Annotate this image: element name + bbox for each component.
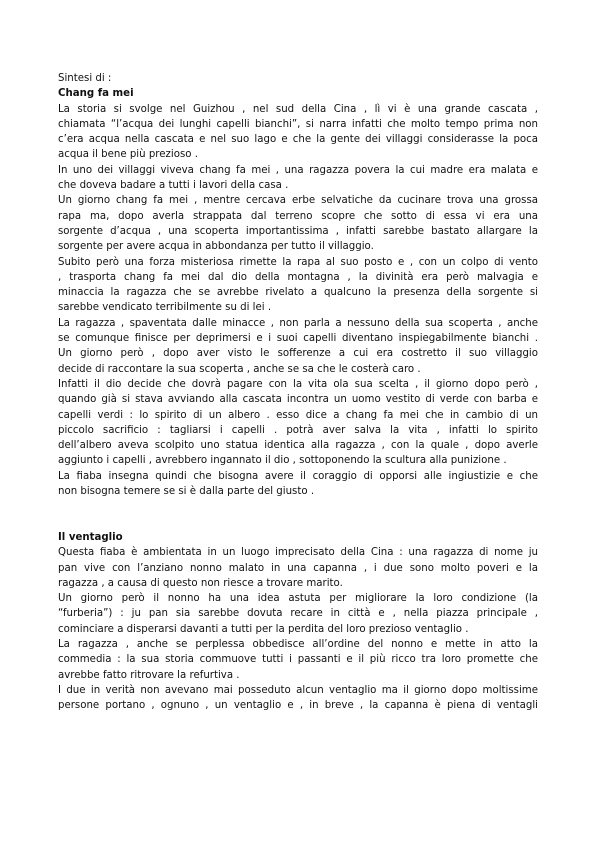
text-line: Questa fiaba è ambientata in un luogo imprecisato della Cina : una ragazza di nome ju — [58, 547, 538, 559]
text-line: commedia : la sua storia commuove tutti i passanti e il più ricco tra loro promette che — [58, 654, 538, 666]
text-line: minaccia la ragazza che se avrebbe rivelato a qualcuno la presenza della sorgente si — [58, 287, 538, 299]
text-line: Subito però una forza misteriosa rimette la rapa al suo posto e , con un colpo di vento — [58, 256, 538, 268]
text-line: Un giorno chang fa mei , mentre cercava erbe selvatiche da cucinare trova una grossa — [58, 195, 538, 207]
text-line: dell’albero aveva scolpito uno statua identica alla ragazza , con la quale , dopo averle — [58, 440, 538, 452]
text-line: La ragazza , spaventata dalle minacce , non parla a nessuno della sua scoperta , anche — [58, 317, 538, 329]
text-line: sarebbe vendicato terribilmente su di lei . — [58, 302, 272, 314]
text-line: quando già si stava avviando alla cascata incontra un uomo vestito di verde con barba e — [58, 394, 538, 406]
text-line: “furberia”) : ju pan sia sarebbe dovuta recare in città e , nella piazza principale , — [58, 608, 538, 620]
text-line: decide di raccontare la sua scoperta , anche se sa che le costerà caro . — [58, 363, 421, 375]
text-line: I due in verità non avevano mai posseduto alcun ventaglio ma il giorno dopo moltissime — [58, 684, 538, 696]
text-line: cominciare a disperarsi davanti a tutti per la perdita del loro prezioso ventaglio . — [58, 623, 469, 635]
text-line: , trasporta chang fa mei dal dio della montagna , la divinità era però malvagia e — [58, 271, 538, 283]
spacer — [58, 499, 538, 514]
text-line: La ragazza , anche se perplessa obbedisce all’ordine del nonno e mette in atto la — [58, 638, 538, 650]
section-title-chang-fa-mei: Chang fa mei — [58, 88, 134, 100]
text-line: piccolo sacrificio : tagliarsi i capelli . potrà aver salva la vita , infatti lo spirito — [58, 424, 538, 436]
text-line: Un giorno però , dopo aver visto le sofferenze a cui era costretto il suo villaggio — [58, 348, 538, 360]
text-line: se comunque finisce per deprimersi e i suoi capelli diventano inspiegabilmente bianchi . — [58, 333, 538, 345]
section-title-il-ventaglio: Il ventaglio — [58, 531, 123, 543]
text-line: chiamata “l’acqua dei lunghi capelli bianchi”, si narra infatti che molto tempo prima non — [58, 118, 538, 130]
text-line: c’era acqua nella cascata e nel suo lago e che la gente dei villaggi considerasse la poca — [58, 134, 538, 146]
text-line: Infatti il dio decide che dovrà pagare con la vita ola sua scelta , il giorno dopo però , — [58, 378, 538, 390]
text-line: In uno dei villaggi viveva chang fa mei , una ragazza povera la cui madre era malata e — [58, 164, 538, 176]
text-line: avrebbe fatto ritrovare la refurtiva . — [58, 669, 240, 681]
document-heading: Sintesi di : — [58, 73, 112, 84]
text-line: sorgente d’acqua , una scoperta importantissima , infatti sarebbe bastato allargare la — [58, 225, 538, 237]
text-column — [58, 71, 538, 713]
text-line: pan vive con l’anziano nonno malato in una capanna , i due sono molto poveri e la — [58, 562, 538, 574]
text-line: La fiaba insegna quindi che bisogna avere il coraggio di opporsi alle ingiustizie e che — [58, 470, 538, 482]
text-line: ragazza , a causa di questo non riesce a trovare marito. — [58, 577, 343, 589]
section-body-il-ventaglio — [58, 545, 538, 713]
text-line: acqua il bene più prezioso . — [58, 149, 198, 161]
text-line: capelli verdi : lo spirito di un albero . esso dice a chang fa mei che in cambio di un — [58, 409, 538, 421]
spacer — [58, 515, 538, 530]
text-line: La storia si svolge nel Guizhou , nel sud della Cina , lì vi è una grande cascata , — [58, 103, 538, 115]
text-line: persone portano , ognuno , un ventaglio e , in breve , la capanna è piena di ventagli — [58, 700, 538, 712]
text-line: sorgente per avere acqua in abbondanza per tutto il villaggio. — [58, 241, 374, 253]
text-line: che doveva badare a tutti i lavori della casa . — [58, 180, 289, 192]
text-line: non bisogna temere se si è dalla parte del giusto . — [58, 486, 315, 498]
text-line: rapa ma, dopo averla strappata dal terreno scopre che sotto di essa vi era una — [58, 210, 538, 222]
section-body-chang-fa-mei — [58, 102, 538, 500]
text-line: Un giorno però il nonno ha una idea astuta per migliorare la loro condizione (la — [58, 593, 538, 605]
text-line: aggiunto i capelli , avrebbero ingannato il dio , sottoponendo la scultura alla punizione . — [58, 455, 507, 467]
